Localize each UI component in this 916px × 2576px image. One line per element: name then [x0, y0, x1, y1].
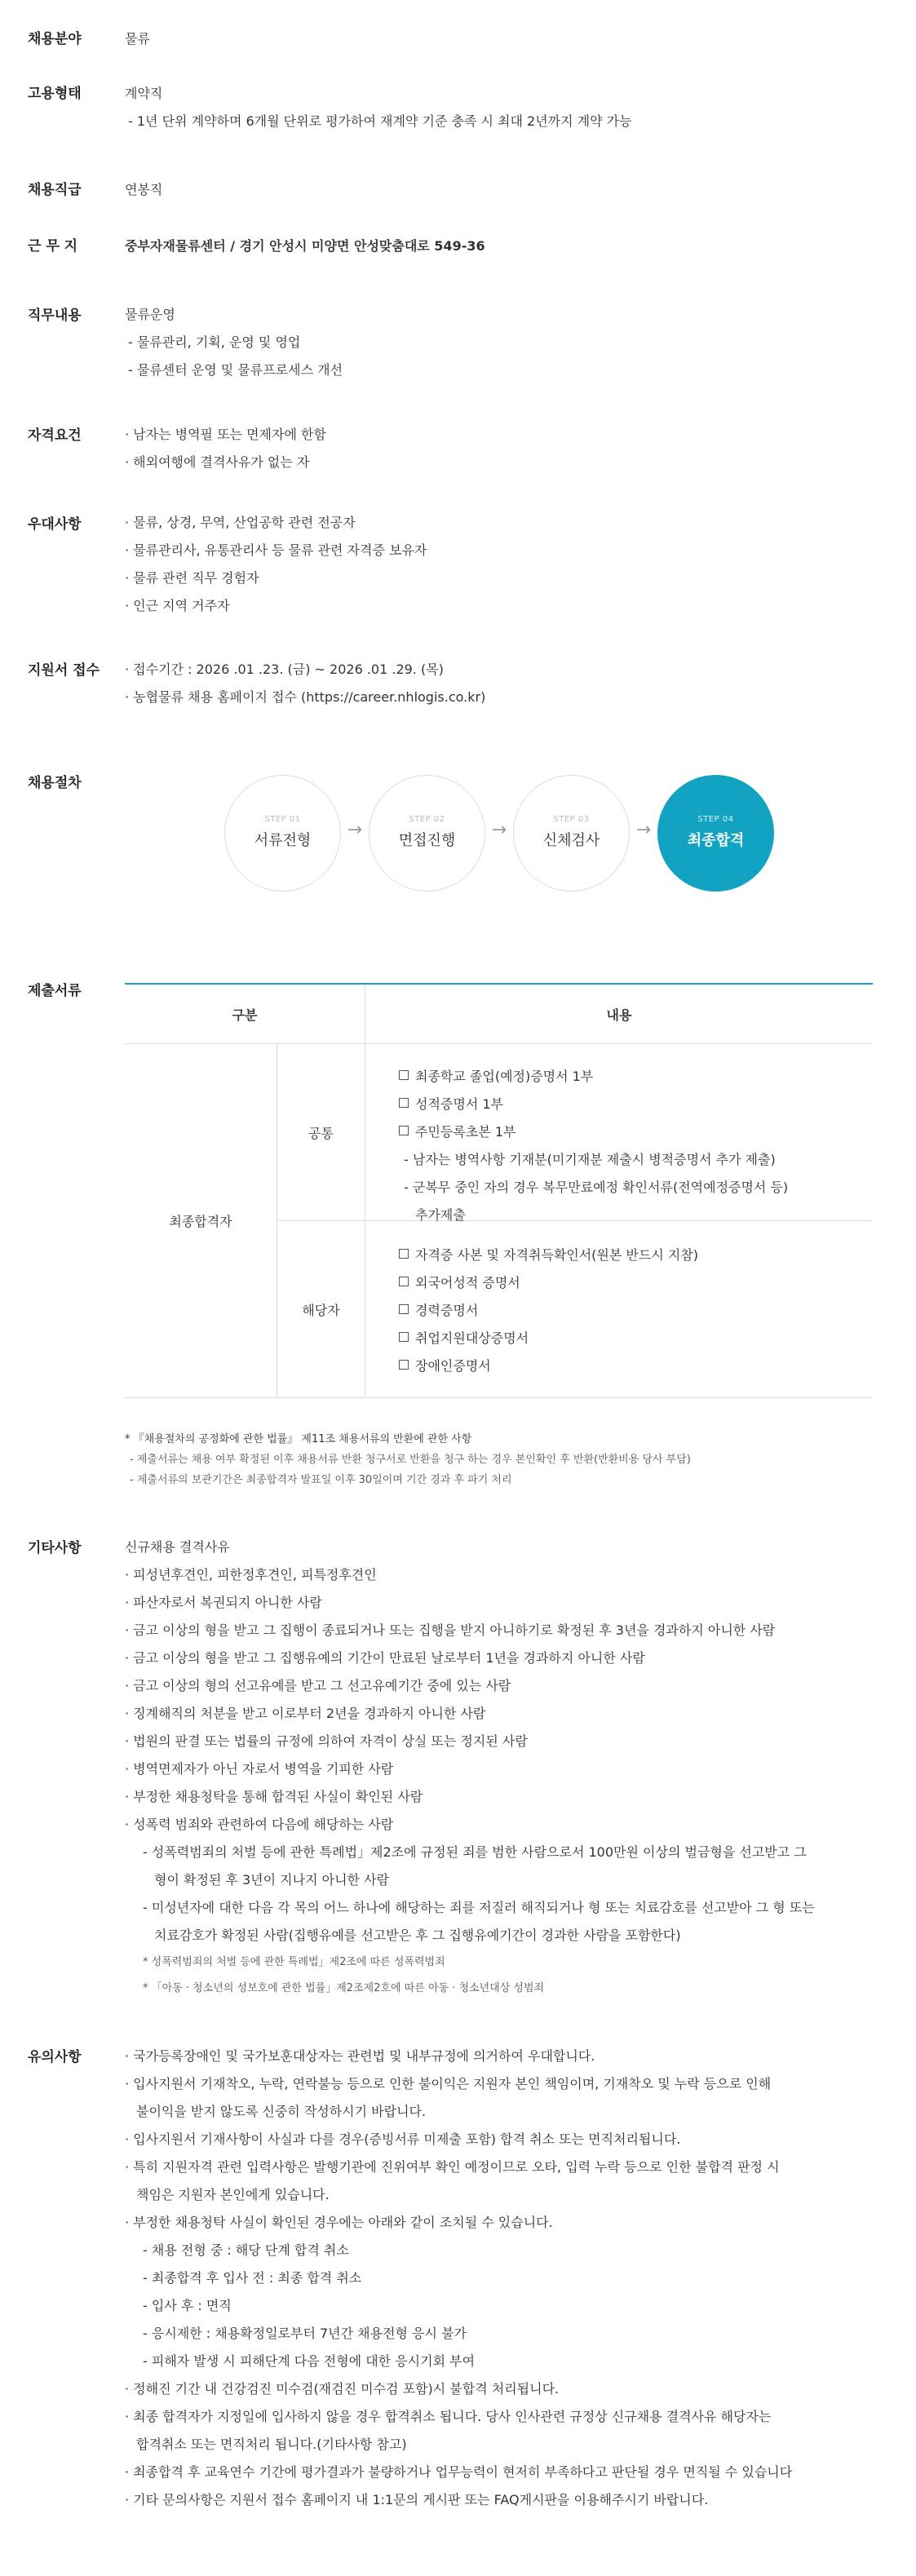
notice-item: · 최종합격 후 교육연수 기간에 평가결과가 불량하거나 업무능력이 현저히 부족하다고 판단될 경우 면직될 수 있습니다 [125, 2459, 892, 2486]
notice-item: · 특히 지원자격 관련 입력사항은 발행기관에 진위여부 확인 예정이므로 오타, 입력 누락 등으로 인한 불합격 판정 시 [125, 2153, 892, 2181]
step-name: 신체검사 [542, 832, 600, 849]
preference-item: · 물류관리사, 유통관리사 등 물류 관련 자격증 보유자 [125, 537, 892, 564]
table-subgroup-common: 공통 [277, 1044, 365, 1221]
process-label: 채용절차 [28, 775, 82, 791]
apply-label: 지원서 접수 [28, 662, 100, 679]
preference-label: 우대사항 [28, 516, 82, 533]
documents-note: - 제출서류의 보관기간은 최종합격자 발표일 이후 30일이며 기간 경과 후 파기 처리 [130, 1474, 512, 1486]
table-header-content: 내용 [365, 984, 874, 1044]
location-value: 중부자재물류센터 / 경기 안성시 미양면 안성맞춤대로 549-36 [125, 238, 485, 254]
field-label: 채용분야 [28, 31, 82, 47]
table-applicable-items [365, 1221, 874, 1398]
etc-item: · 금고 이상의 형을 받고 그 집행유예의 기간이 만료된 날로부터 1년을 경과하지 아니한 사람 [125, 1644, 892, 1672]
documents-note: - 제출서류는 채용 여부 확정된 이후 채용서류 반환 청구서로 반환을 청구 하는 경우 본인확인 후 반환(반환비용 당사 부담) [130, 1454, 691, 1466]
duty-content [125, 301, 892, 384]
employment-note: - 1년 단위 계약하며 6개월 단위로 평가하여 재계약 기준 충족 시 최대 2년까지 계약 가능 [128, 113, 632, 129]
etc-item: · 피성년후견인, 피한정후견인, 피특정후견인 [125, 1561, 892, 1589]
notice-item: · 정해진 기간 내 건강검진 미수검(재검진 미수검 포함)시 불합격 처리됩니다. [125, 2375, 892, 2403]
step-name: 서류전형 [254, 832, 312, 849]
documents-notes [125, 1429, 892, 1490]
employment-value: 계약직 [125, 86, 163, 101]
step-3 [513, 775, 630, 892]
apply-content [125, 656, 892, 711]
process-steps [224, 775, 795, 893]
documents-table [125, 983, 873, 1398]
step-number: STEP 01 [264, 815, 301, 824]
duty-item: - 물류관리, 기획, 운영 및 영업 [128, 334, 301, 350]
notice-item: · 기타 문의사항은 지원서 접수 홈페이지 내 1:1문의 게시판 또는 FAQ게시판을 이용해주시기 바랍니다. [125, 2486, 892, 2514]
etc-item: · 파산자로서 복권되지 아니한 사람 [125, 1589, 892, 1617]
preference-item: · 물류, 상경, 무역, 산업공학 관련 전공자 [125, 509, 892, 537]
notice-label: 유의사항 [28, 2049, 82, 2065]
notice-subitem: - 피해자 발생 시 피해단계 다음 전형에 대한 응시기회 부여 [143, 2353, 476, 2369]
etc-item: · 병역면제자가 아닌 자로서 병역을 기피한 사람 [125, 1755, 892, 1783]
step-number: STEP 04 [697, 815, 734, 824]
qualification-item: · 남자는 병역필 또는 면제자에 한함 [125, 421, 892, 449]
preference-item: · 물류 관련 직무 경험자 [125, 564, 892, 592]
qualification-content [125, 421, 892, 476]
etc-footnote: * 「아동 · 청소년의 성보호에 관한 법률」제2조제2호에 따른 아동 · 청소년대상 성범죄 [143, 1982, 545, 1994]
notice-content [125, 2043, 892, 2514]
documents-note: * 『채용절차의 공정화에 관한 법률』 제11조 채용서류의 반환에 관한 사항 [125, 1433, 472, 1445]
list-note: 추가제출 [415, 1207, 466, 1223]
etc-subitem: - 미성년자에 대한 다음 각 목의 어느 하나에 해당하는 죄를 저질러 해직되거나 형 또는 치료감호를 선고받아 그 형 또는 [143, 1900, 815, 1915]
location-label: 근 무 지 [28, 238, 78, 255]
list [366, 1045, 872, 1223]
etc-item: · 법원의 판결 또는 법률의 규정에 의하여 자격이 상실 또는 정지된 사람 [125, 1728, 892, 1755]
list [366, 1222, 872, 1396]
notice-item: · 입사지원서 기재착오, 누락, 연락불능 등으로 인한 불이익은 지원자 본인 책임이며, 기재착오 및 누락 등으로 인해 [125, 2070, 892, 2098]
table-common-items [365, 1044, 874, 1221]
etc-subitem-cont: 치료감호가 확정된 사람(집행유예를 선고받은 후 그 집행유예기간이 경과한 사람을 포함한다) [154, 1928, 681, 1943]
etc-item: · 금고 이상의 형의 선고유예를 받고 그 선고유예기간 중에 있는 사람 [125, 1672, 892, 1700]
notice-subitem: - 채용 전형 중 : 해당 단계 합격 취소 [143, 2242, 349, 2258]
etc-item: · 부정한 채용청탁을 통해 합격된 사실이 확인된 사람 [125, 1783, 892, 1811]
duty-value: 물류운영 [125, 307, 175, 322]
step-2 [369, 775, 485, 892]
table-header-category: 구분 [125, 984, 365, 1044]
step-4-active [657, 775, 774, 892]
preference-item: · 인근 지역 거주자 [125, 592, 892, 620]
apply-homepage: · 농협물류 채용 홈페이지 접수 (https://career.nhlogis.co.kr) [125, 684, 892, 711]
arrow-right-icon: → [347, 820, 363, 840]
table-header-row [125, 984, 873, 1044]
list-item: 경력증명서 [399, 1297, 872, 1325]
list-note: - 남자는 병역사항 기재분(미기재분 제출시 병적증명서 추가 제출) [404, 1152, 776, 1167]
rank-value: 연봉직 [125, 182, 163, 197]
duty-item: - 물류센터 운영 및 물류프로세스 개선 [128, 362, 343, 378]
employment-content [125, 80, 892, 135]
table-row [125, 1044, 873, 1221]
list-item: 최종학교 졸업(예정)증명서 1부 [399, 1063, 872, 1091]
etc-item: · 징계해직의 처분을 받고 이로부터 2년을 경과하지 아니한 사람 [125, 1700, 892, 1728]
qualification-item: · 해외여행에 결격사유가 없는 자 [125, 449, 892, 476]
notice-item: 불이익을 받지 않도록 신중히 작성하시기 바랍니다. [136, 2104, 427, 2119]
table-subgroup-applicable: 해당자 [277, 1221, 365, 1398]
step-1 [224, 775, 341, 892]
notice-item: 책임은 지원자 본인에게 있습니다. [136, 2187, 330, 2202]
notice-item: · 국가등록장애인 및 국가보훈대상자는 관련법 및 내부규정에 의거하여 우대합니다. [125, 2043, 892, 2070]
employment-label: 고용형태 [28, 86, 82, 102]
duty-label: 직무내용 [28, 308, 82, 324]
etc-subitem: - 성폭력범죄의 처벌 등에 관한 특례법」제2조에 규정된 죄를 범한 사람으로서 100만원 이상의 벌금형을 선고받고 그 [143, 1844, 807, 1860]
notice-item: · 입사지원서 기재사항이 사실과 다를 경우(증빙서류 미제출 포함) 합격 취소 또는 면직처리됩니다. [125, 2126, 892, 2153]
notice-subitem: - 입사 후 : 면직 [143, 2298, 232, 2313]
list-item: 자격증 사본 및 자격취득확인서(원본 반드시 지참) [399, 1242, 872, 1269]
etc-footnote: * 성폭력범죄의 처벌 등에 관한 특례법」제2조에 따른 성폭력범죄 [143, 1956, 445, 1968]
list-item: 장애인증명서 [399, 1352, 872, 1380]
qualification-label: 자격요건 [28, 427, 82, 444]
notice-subitem: - 최종합격 후 입사 전 : 최종 합격 취소 [143, 2270, 362, 2286]
list-item: 외국어성적 증명서 [399, 1269, 872, 1297]
step-number: STEP 02 [409, 815, 445, 824]
step-name: 면접진행 [398, 832, 456, 849]
notice-subitem: - 응시제한 : 채용확정일로부터 7년간 채용전형 응시 불가 [143, 2326, 467, 2341]
etc-label: 기타사항 [28, 1540, 82, 1556]
etc-subitem-cont: 형이 확정된 후 3년이 지나지 아니한 사람 [154, 1872, 389, 1888]
step-number: STEP 03 [553, 815, 590, 824]
notice-item: · 부정한 채용청탁 사실이 확인된 경우에는 아래와 같이 조치될 수 있습니다. [125, 2209, 892, 2237]
arrow-right-icon: → [491, 820, 507, 840]
etc-content [125, 1534, 892, 2002]
list-item: 취업지원대상증명서 [399, 1325, 872, 1352]
etc-title: 신규채용 결격사유 [125, 1539, 230, 1555]
notice-item: · 최종 합격자가 지정일에 입사하지 않을 경우 합격취소 됩니다. 당사 인사관련 규정상 신규채용 결격사유 해당자는 [125, 2403, 892, 2431]
rank-label: 채용직급 [28, 182, 82, 198]
table-group-cell: 최종합격자 [125, 1044, 277, 1398]
apply-period: · 접수기간 : 2026 .01 .23. (금) ~ 2026 .01 .29. (목) [125, 656, 892, 684]
field-value: 물류 [125, 31, 150, 46]
list-note: - 군복무 중인 자의 경우 복무만료예정 확인서류(전역예정증명서 등) [404, 1180, 789, 1195]
list-item: 주민등록초본 1부 [399, 1118, 872, 1146]
arrow-right-icon: → [635, 820, 652, 840]
list-item: 성적증명서 1부 [399, 1091, 872, 1118]
preference-content [125, 509, 892, 620]
step-name: 최종합격 [687, 832, 745, 849]
etc-item: · 금고 이상의 형을 받고 그 집행이 종료되거나 또는 집행을 받지 아니하기로 확정된 후 3년을 경과하지 아니한 사람 [125, 1617, 892, 1644]
notice-item: 합격취소 또는 면직처리 됩니다.(기타사항 참고) [136, 2437, 407, 2452]
etc-item: · 성폭력 범죄와 관련하여 다음에 해당하는 사람 [125, 1811, 892, 1839]
documents-label: 제출서류 [28, 983, 82, 999]
